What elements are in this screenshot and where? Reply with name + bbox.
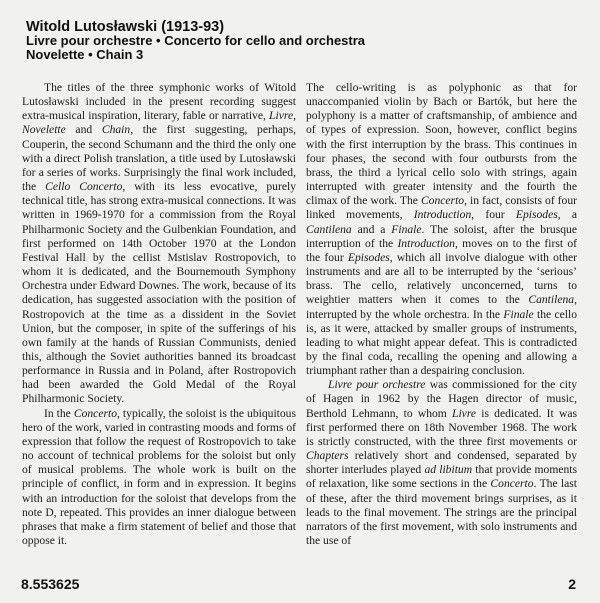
composer-title: Witold Lutosławski (1913-93) (26, 19, 225, 35)
text: , typically, the soloist is the ubiquitous hero of the work, varied in contrasting moods and forms of expression that follow the request of Rostropovich to take no account of technical problems for the soloist but only of musical problems. The whole work is built on the principle of conflict, in form and in expression. It begins with an introduction for the soloist that develops from the note D, repeated. This provides an inner dialogue between phrases that make a firm statement of belief and those that oppose it. (22, 406, 296, 547)
works-line-2: Novelette • Chain 3 (26, 46, 144, 62)
catalog-number: 8.553625 (21, 576, 80, 592)
work-title: Concerto (490, 477, 534, 491)
text: , with its less evocative, purely technical title, has strong extra-musical connections. It was written in 1969-1970 for a commission from the Royal Philharmonic Society and the Gulbenkian Foundation, and first performed on 14th October 1970 at the London Festival Hall by the cellist Mstislav Rostropovich, to whom it is dedicated, and the Bournemouth Symphony Orchestra under Edward Downes. The work, because of its dedication, has suggested association with the position of Rostropovich at the time as a dissident in the Soviet Union, but the composer, in spite of the sufferings of his own family at the hands of Russian Communists, denied this, although the Soviet authorities banned its broadcast performance in Russia and in Poland, after Rostropovich had been awarded the Gold Medal of the Royal Philharmonic Society. (22, 180, 297, 406)
movement-title: Introduction (413, 208, 472, 222)
text: the cello is, as it were, attacked by smaller groups of instruments, leading to what might appear defeat. This is contradicted by the final coda, recalling the opening and allowing a triumphant rather than a despairing conclusion. (306, 307, 578, 378)
text: The titles of the three symphonic works of Witold Lutosławski included in the present recording suggest extra-musical inspiration, literary, fable or narrative, (22, 81, 296, 123)
work-title: Concerto (73, 406, 118, 420)
movement-title: Chapters (306, 449, 349, 463)
paragraph (22, 81, 296, 407)
text: In the (44, 406, 74, 420)
movement-title: Episodes (515, 208, 558, 222)
paragraph (306, 81, 577, 378)
page-number: 2 (568, 576, 576, 592)
performance-term: ad libitum (424, 463, 473, 477)
text: was commissioned for the city of Hagen in 1962 by the Hagen director of music, Berthold Lehmann, to whom (306, 378, 578, 420)
text: . The soloist, after the brusque interruption of the (306, 222, 577, 250)
text: relatively short and condensed, separated by shorter interludes played (306, 449, 577, 477)
text: is dedicated. It was first performed there on 18th November 1968. The work is strictly constructed, with the three first movements or (306, 406, 577, 448)
movement-title: Episodes (347, 250, 390, 264)
text: . The last of these, after the third movement brings surprises, as it leads to the final movement. The strings are the principal narrators of the first movement, with solo instruments and the use of (306, 477, 577, 547)
movement-title: Cantilena (528, 293, 575, 307)
work-title: Livre (269, 109, 294, 123)
movement-title: Finale (391, 222, 422, 236)
text: , moves on to the first of the four (306, 236, 577, 264)
text: The cello-writing is as polyphonic as that for unaccompanied violin by Bach or Bartók, but here the polyphony is a matter of craftsmanship, of ambience and of types of expression. Soon, however, conflict begins with the first interruption by the brass. This continues in four phases, the second with four outbursts from the brass, the third a lyrical cello solo with strings, again interrupted with greater intensity and the fourth the climax of the work. The (306, 81, 577, 208)
text: , in fact, consists of four linked movements, (306, 194, 577, 222)
text: , a (557, 208, 577, 222)
right-column (306, 81, 577, 548)
text: , the first suggesting, perhaps, Couperin, the second Schumann and the third the only one with a direct Polish translation, a title used by Lutosławski for a series of works. Surprisingly the final work included, the (22, 123, 297, 194)
booklet-header (26, 20, 365, 61)
movement-title: Finale (503, 307, 534, 321)
work-title: Livre (452, 406, 477, 420)
paragraph (306, 378, 577, 548)
work-title: Cello Concerto (45, 180, 123, 194)
text: and (65, 123, 102, 137)
work-title: Novelette (22, 123, 66, 137)
work-title: Concerto (420, 194, 465, 208)
movement-title: Cantilena (306, 222, 352, 236)
text: , interrupted by the whole orchestra. In the (306, 293, 577, 321)
text: , (293, 109, 296, 123)
work-title: Livre pour orchestre (328, 378, 426, 392)
text: , which all involve dialogue with other instruments and are all to be interrupted by the ‘serious’ brass. The cello, relatively unconcerned, turns to weightier matters when it comes to the (306, 250, 577, 307)
text: that provide moments of relaxation, like some sections in the (306, 463, 578, 491)
works-line-1: Livre pour orchestre • Concerto for cello and orchestra (26, 33, 366, 48)
text: , four (471, 208, 516, 222)
left-column (22, 81, 296, 548)
text: and a (351, 222, 392, 236)
paragraph (22, 407, 296, 549)
work-title: Chain (101, 123, 131, 137)
movement-title: Introduction (397, 236, 455, 250)
